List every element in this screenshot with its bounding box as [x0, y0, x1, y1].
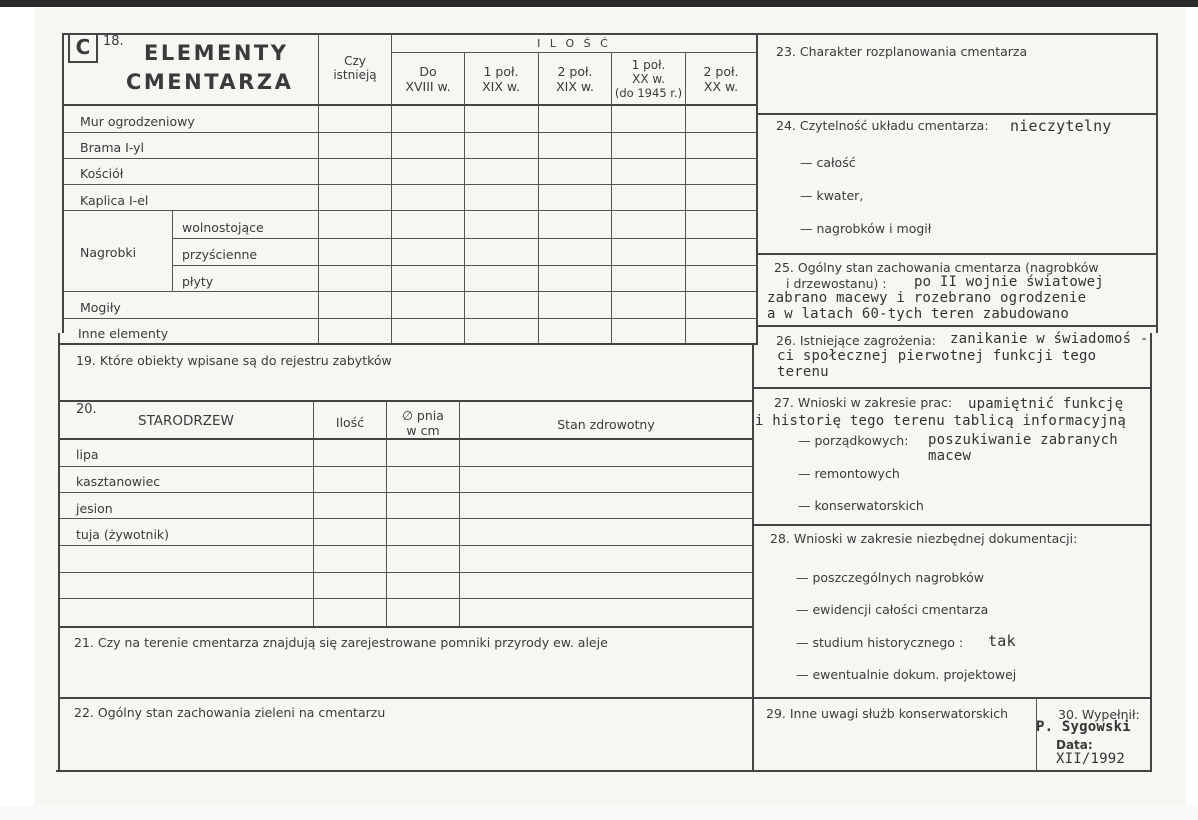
- s19-bottom-border: [60, 400, 754, 402]
- column-divider-bottom: [752, 343, 754, 772]
- section-25-value-line3: a w latach 60-tych teren zabudowano: [767, 306, 1070, 322]
- s24-item-calosc: — całość: [800, 155, 856, 170]
- section-19-label: 19. Które obiekty wpisane są do rejestru zabytków: [76, 353, 392, 368]
- s20-row-jesion: jesion: [76, 501, 113, 516]
- form-left-border-bottom: [58, 333, 60, 772]
- s28-item-nagrobkow: — poszczególnych nagrobków: [796, 570, 985, 585]
- s18-header-col5-l2: XX w.: [703, 79, 739, 94]
- s20-col-divider: [459, 402, 460, 626]
- s18-row-nagrobki: Nagrobki: [80, 245, 137, 260]
- section-26-value-line1: zanikanie w świadomoś -: [950, 331, 1149, 347]
- s18-col-divider: [685, 52, 686, 344]
- s18-row-przyscienne: przyścienne: [182, 247, 258, 262]
- s18-row-plyty: płyty: [182, 274, 214, 289]
- s20-row-line: [60, 492, 754, 493]
- section-24-label: 24. Czytelność układu cmentarza:: [776, 118, 989, 133]
- form-top-border: [62, 33, 1158, 35]
- section-30-date-value: XII/1992: [1056, 751, 1126, 767]
- s28-item-projektowej: — ewentualnie dokum. projektowej: [796, 667, 1017, 682]
- s20-row-tuja: tuja (żywotnik): [76, 527, 170, 542]
- s20-row-line: [60, 545, 754, 546]
- s24-bottom-border: [758, 253, 1156, 255]
- scan-bottom-edge: [0, 806, 1198, 820]
- form-bottom-border: [56, 770, 1152, 772]
- s18-header-col2-l1: 1 poł.: [483, 64, 519, 79]
- section-20-number: 20.: [76, 402, 97, 417]
- s18-row-wolnostojace: wolnostojące: [182, 220, 264, 235]
- s18-row-kosciol: Kościół: [80, 166, 124, 181]
- section-27-label: 27. Wnioski w zakresie prac:: [774, 395, 953, 410]
- s18-row-line: [64, 184, 758, 185]
- s18-row-line: [64, 210, 758, 211]
- s20-header-ilosc: Ilość: [335, 415, 365, 430]
- s20-col-divider: [313, 402, 314, 626]
- s20-header-stan: Stan zdrowotny: [557, 417, 655, 432]
- s27-porzadkowych-value-line1: poszukiwanie zabranych: [928, 432, 1118, 448]
- s25-bottom-border: [758, 325, 1156, 327]
- s21-bottom-border: [58, 697, 752, 699]
- s18-header-col4-l2: XX w.: [632, 72, 665, 86]
- s20-row-kasztanowiec: kasztanowiec: [76, 474, 161, 489]
- s18-row-mogily: Mogiły: [80, 300, 121, 315]
- s24-item-kwater: — kwater,: [800, 188, 864, 203]
- s27-item-konserwatorskich: — konserwatorskich: [798, 498, 924, 513]
- column-divider-top: [756, 33, 758, 343]
- section-25-label-line1: 25. Ogólny stan zachowania cmentarza (nagrobków: [774, 260, 1099, 275]
- s20-header-wcm: w cm: [406, 423, 440, 438]
- section-25-value-line1: po II wojnie światowej: [914, 274, 1104, 290]
- s26-bottom-border: [754, 387, 1152, 389]
- s20-row-line: [60, 518, 754, 519]
- s18-header-col5-l1: 2 poł.: [703, 64, 739, 79]
- s18-bottom-border: [60, 343, 758, 345]
- s20-row-lipa: lipa: [76, 447, 99, 462]
- s18-row-mur: Mur ogrodzeniowy: [80, 114, 195, 129]
- form-right-border-bottom: [1150, 333, 1152, 772]
- section-25-label-line2: i drzewostanu) :: [786, 276, 887, 291]
- s18-ilosc-underline: [391, 52, 757, 53]
- s23-bottom-border: [758, 113, 1156, 115]
- s20-header-pnia: ∅ pnia: [402, 408, 444, 423]
- s20-bottom-border: [58, 626, 754, 628]
- form-left-border-top: [62, 33, 64, 333]
- section-18-number: 18.: [103, 34, 124, 49]
- s18-header-col3-l2: XIX w.: [556, 79, 594, 94]
- s18-row-brama: Brama I-yl: [80, 140, 145, 155]
- section-30-name: P. Sygowski: [1036, 719, 1131, 735]
- s18-header-col2-l2: XIX w.: [482, 79, 520, 94]
- s20-row-line: [60, 466, 754, 467]
- section-23-label: 23. Charakter rozplanowania cmentarza: [776, 44, 1028, 59]
- s18-row-line: [64, 318, 758, 319]
- section-29-label: 29. Inne uwagi służb konserwatorskich: [766, 706, 1008, 721]
- section-26-label: 26. Istniejące zagrożenia:: [776, 333, 936, 348]
- section-22-label: 22. Ogólny stan zachowania zieleni na cmentarzu: [74, 705, 386, 720]
- s18-header-bottom: [62, 104, 758, 106]
- section-27-value-line1: upamiętnić funkcję: [968, 396, 1124, 412]
- s20-header-bottom: [60, 438, 754, 440]
- s18-header-col4-l3: (do 1945 r.): [614, 86, 683, 100]
- s18-row-line: [172, 265, 758, 266]
- s18-col-divider: [318, 34, 319, 344]
- s18-header-col1-l1: Do: [419, 64, 437, 79]
- s27-porzadkowych-value-line2: macew: [928, 448, 972, 464]
- s24-item-nagrobkow: — nagrobków i mogił: [800, 221, 932, 236]
- section-26-value-line2: ci społecznej pierwotnej funkcji tego: [777, 348, 1097, 364]
- s20-row-line: [60, 572, 754, 573]
- s27-item-remontowych: — remontowych: [798, 466, 900, 481]
- section-21-label: 21. Czy na terenie cmentarza znajdują się zarejestrowane pomniki przyrody ew. aleje: [74, 635, 608, 650]
- s18-row-kaplica: Kaplica I-el: [80, 193, 149, 208]
- section-18-title-line2: CMENTARZA: [126, 70, 294, 94]
- s20-row-line: [60, 598, 754, 599]
- s18-header-col1-l2: XVIII w.: [405, 79, 451, 94]
- s18-row-line: [64, 291, 758, 292]
- s18-header-istnieja: istnieją: [333, 68, 377, 82]
- section-27-value-line2: i historię tego terenu tablicą informacyjną: [755, 413, 1127, 429]
- scan-top-edge: [0, 0, 1198, 7]
- s20-col-divider: [386, 402, 387, 626]
- s18-row-inne: Inne elementy: [78, 326, 169, 341]
- section-28-label: 28. Wnioski w zakresie niezbędnej dokumentacji:: [770, 531, 1078, 546]
- section-20-title: STARODRZEW: [138, 413, 234, 429]
- s18-row-line: [172, 238, 758, 239]
- s28-bottom-border: [754, 697, 1150, 699]
- s18-row-line: [64, 132, 758, 133]
- s27-item-porzadkowych: — porządkowych:: [798, 433, 909, 448]
- section-30-date-label: Data:: [1056, 738, 1093, 752]
- s27-bottom-border: [754, 524, 1152, 526]
- section-26-value-line3: terenu: [777, 364, 829, 380]
- section-24-value: nieczytelny: [1010, 117, 1112, 135]
- section-letter-box: C: [68, 33, 98, 63]
- s18-col-divider: [538, 52, 539, 344]
- s18-row-line: [64, 158, 758, 159]
- s28-item-ewidencji: — ewidencji całości cmentarza: [796, 602, 989, 617]
- s18-col-divider: [464, 52, 465, 344]
- s28-studium-value: tak: [988, 632, 1016, 650]
- s18-header-ilosc: I L O Ś Ć: [537, 37, 611, 50]
- form-right-border-top: [1156, 33, 1158, 333]
- s18-nagrobki-divider: [172, 210, 173, 291]
- section-25-value-line2: zabrano macewy i rozebrano ogrodzenie: [767, 290, 1087, 306]
- s18-header-czy: Czy: [344, 54, 366, 68]
- s18-header-col3-l1: 2 poł.: [557, 64, 593, 79]
- section-18-title-line1: ELEMENTY: [144, 41, 289, 65]
- s18-header-col4-l1: 1 poł.: [631, 58, 666, 72]
- section-30-label: 30. Wypełnił:: [1058, 707, 1140, 722]
- s28-item-studium: — studium historycznego :: [796, 635, 964, 650]
